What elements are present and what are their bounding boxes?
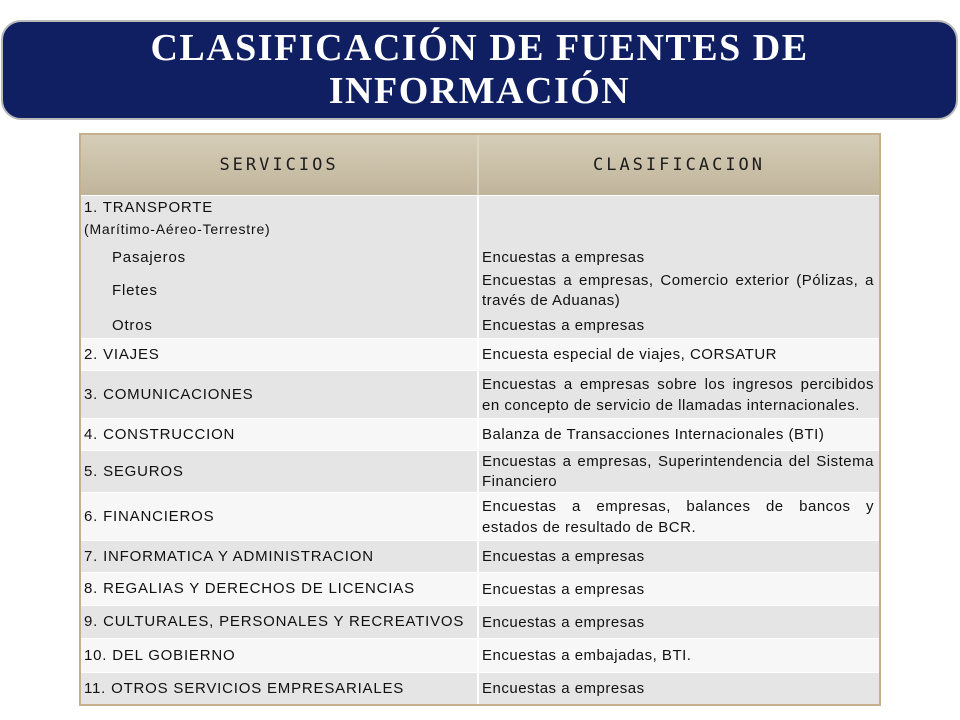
page-title-line-1: CLASIFICACIÓN DE FUENTES DE [150, 27, 809, 69]
classification-text: Encuestas a empresas [482, 680, 645, 697]
service-cell [81, 541, 477, 572]
service-label: 6. FINANCIEROS [84, 507, 215, 525]
table-row [81, 450, 879, 492]
classification-text: Encuestas a embajadas, BTI. [482, 647, 692, 664]
service-label: 1. TRANSPORTE [84, 199, 214, 216]
service-label: 4. CONSTRUCCION [84, 425, 236, 443]
sub-service-label: Otros [112, 317, 153, 334]
service-cell [81, 493, 477, 540]
classification-cell [479, 673, 879, 704]
service-label: 3. COMUNICACIONES [84, 385, 254, 403]
classification-text: través de Aduanas) [482, 292, 621, 309]
service-cell [81, 639, 477, 672]
classification-text: Encuestas a empresas [482, 613, 645, 631]
sub-service-label: Fletes [112, 282, 158, 299]
service-cell [81, 339, 477, 370]
classification-text: Encuestas a empresas, Superintendencia del Sistema [482, 452, 874, 470]
classification-text-block [482, 271, 874, 311]
classification-text: Encuestas a empresas [482, 249, 645, 266]
table-row [81, 540, 879, 572]
service-label: 10. DEL GOBIERNO [84, 646, 236, 664]
classification-text: Balanza de Transacciones Internacionales (BTI) [482, 426, 825, 443]
service-cell [81, 451, 477, 492]
classification-text: Encuestas a empresas [482, 317, 645, 334]
table-row [81, 370, 879, 418]
classification-cell [479, 606, 879, 638]
service-cell [81, 419, 477, 450]
service-cell [81, 371, 477, 418]
sub-service-label: Pasajeros [112, 249, 186, 266]
sources-table [79, 133, 881, 706]
service-label: 8. REGALIAS Y DERECHOS DE LICENCIAS [84, 580, 415, 597]
service-label: 7. INFORMATICA Y ADMINISTRACION [84, 547, 374, 565]
service-label: 5. SEGUROS [84, 462, 184, 480]
column-header-classification: CLASIFICACION [592, 155, 766, 175]
classification-cell [479, 639, 879, 672]
classification-text: Encuestas a empresas sobre los ingresos percibidos [482, 375, 874, 393]
table-row [81, 492, 879, 540]
table-row [81, 638, 879, 672]
classification-cell [479, 339, 879, 370]
classification-text: Encuesta especial de viajes, CORSATUR [482, 346, 778, 363]
classification-cell [479, 419, 879, 450]
classification-cell [479, 493, 879, 540]
classification-cell [479, 451, 879, 492]
classification-text: en concepto de servicio de llamadas internacionales. [482, 396, 860, 414]
classification-cell [479, 371, 879, 418]
table-row [81, 572, 879, 605]
classification-text: Encuestas a empresas, Comercio exterior (Pólizas, a [482, 272, 874, 289]
table-row [81, 338, 879, 370]
table-row [81, 418, 879, 450]
column-header-services: SERVICIOS [81, 135, 479, 195]
classification-cell [479, 541, 879, 572]
service-label: 2. VIAJES [84, 345, 160, 363]
classification-text: Encuestas a empresas [482, 548, 645, 565]
table-row [81, 672, 879, 704]
title-banner [1, 20, 958, 120]
service-cell [81, 673, 477, 704]
table-header [81, 135, 879, 195]
service-cell [81, 573, 477, 605]
classification-text: Encuestas a empresas [482, 580, 645, 598]
classification-cell [479, 573, 879, 605]
classification-text: Encuestas a empresas, balances de bancos y [482, 497, 874, 515]
service-label: 11. OTROS SERVICIOS EMPRESARIALES [84, 679, 405, 697]
transport-modes-label: (Marítimo-Aéreo-Terrestre) [84, 221, 271, 237]
classification-text: Financiero [482, 472, 558, 490]
service-cell [81, 606, 477, 638]
classification-text: estados de resultado de BCR. [482, 518, 697, 536]
table-row-transport [81, 195, 879, 338]
page-title-line-2: INFORMACIÓN [328, 70, 631, 112]
service-label: 9. CULTURALES, PERSONALES Y RECREATIVOS [84, 613, 465, 630]
table-row [81, 605, 879, 638]
